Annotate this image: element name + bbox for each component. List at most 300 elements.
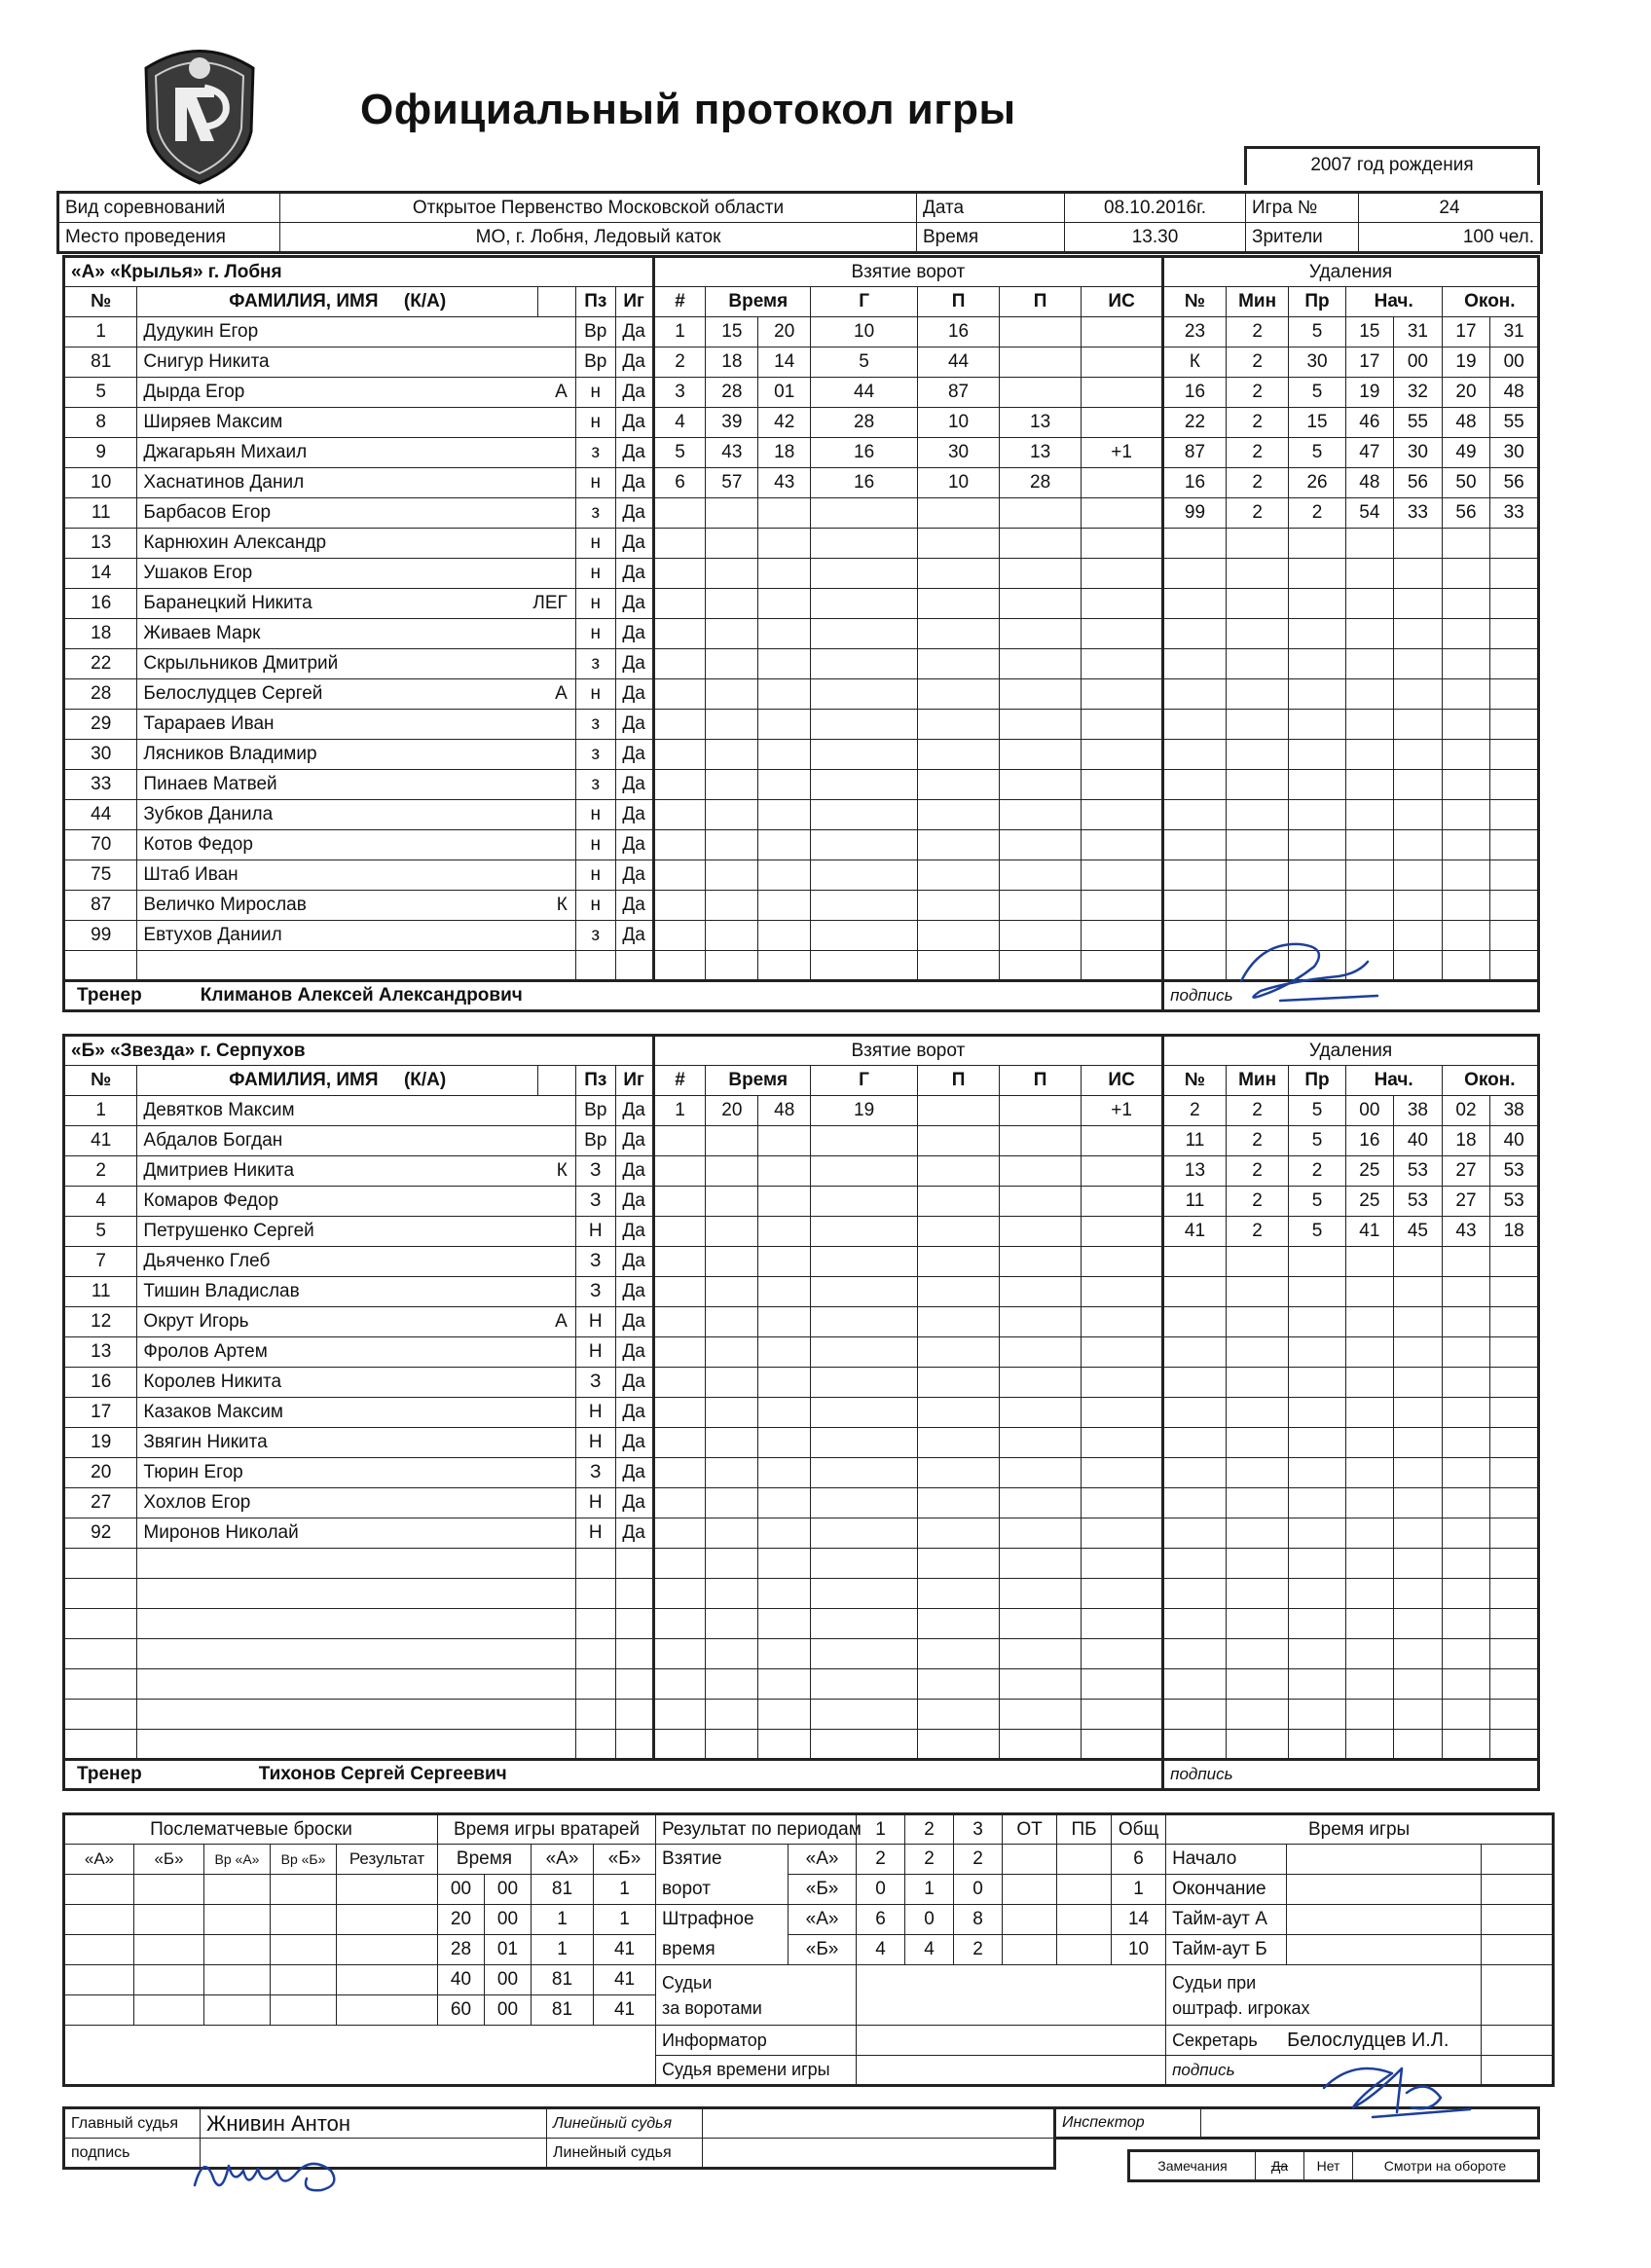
pen-empty: [1394, 921, 1443, 951]
goal-empty: [758, 1368, 811, 1398]
pen-empty: [1394, 770, 1443, 800]
player-name-cell: [137, 1187, 575, 1217]
goal-min: 18: [706, 348, 758, 378]
player-num: 11: [64, 1277, 137, 1307]
goal-empty: [758, 830, 811, 860]
player-pos: з: [575, 710, 615, 740]
player-played: [615, 1609, 653, 1639]
goal-empty: [706, 891, 758, 921]
player-name-cell: [137, 619, 575, 649]
player-name: Дырда Егор: [143, 382, 245, 402]
goal-min: 57: [706, 468, 758, 498]
pen-empty: [1289, 619, 1345, 649]
goal-empty: [1000, 1368, 1082, 1398]
goal-judges-value: [857, 1965, 1166, 2026]
pen-empty: [1490, 891, 1539, 921]
time-label: Время: [917, 223, 1065, 253]
period-goals-b: 0: [857, 1875, 905, 1905]
col-blank: [538, 287, 576, 317]
goal-empty: [653, 710, 706, 740]
player-name-cell: [137, 408, 575, 438]
goal-empty: [1082, 1609, 1163, 1639]
goal-empty: [811, 770, 918, 800]
pen-empty: [1394, 1579, 1443, 1609]
goal-empty: [758, 1669, 811, 1700]
goal-num: 2: [653, 348, 706, 378]
goal-num: 1: [653, 317, 706, 348]
pen-min: 2: [1226, 378, 1289, 408]
gk-min: 20: [438, 1905, 485, 1935]
spectators-value: 100 чел.: [1359, 223, 1542, 253]
pen-empty: [1490, 830, 1539, 860]
goal-assist-2: 28: [1000, 468, 1082, 498]
col-name-label: ФАМИЛИЯ, ИМЯ: [229, 291, 379, 311]
pen-reason: 5: [1289, 317, 1345, 348]
player-pos: н: [575, 800, 615, 830]
player-num: 8: [64, 408, 137, 438]
goal-empty: [1000, 800, 1082, 830]
pen-empty: [1345, 1579, 1394, 1609]
player-pos: З: [575, 1368, 615, 1398]
player-pos: [575, 1700, 615, 1730]
pen-empty: [1226, 1458, 1289, 1488]
pen-empty: [1163, 830, 1227, 860]
pen-empty: [1490, 1488, 1539, 1518]
gametime-value: [1287, 1845, 1482, 1875]
player-played: Да: [615, 589, 653, 619]
pen-num: 41: [1163, 1217, 1227, 1247]
player-num: [64, 951, 137, 981]
player-name: Зубков Данила: [143, 804, 274, 824]
col-pen-start: Нач.: [1345, 1066, 1442, 1096]
shootout-cell: [204, 1875, 271, 1905]
shootout-cell: [337, 1875, 438, 1905]
player-name-cell: [137, 468, 575, 498]
player-num: 87: [64, 891, 137, 921]
player-name-cell: [137, 1549, 575, 1579]
goal-empty: [1000, 619, 1082, 649]
goal-empty: [706, 1579, 758, 1609]
gametime-label: Окончание: [1166, 1875, 1287, 1905]
pen-empty: [1394, 1488, 1443, 1518]
goal-empty: [811, 1730, 918, 1760]
pen-empty: [1163, 1307, 1227, 1337]
player-played: Да: [615, 378, 653, 408]
pen-empty: [1226, 1428, 1289, 1458]
pen-empty: [1394, 1398, 1443, 1428]
shootout-cell: [337, 1965, 438, 1995]
goal-empty: [758, 559, 811, 589]
player-played: Да: [615, 800, 653, 830]
pen-empty: [1345, 1609, 1394, 1639]
pen-empty: [1289, 1307, 1345, 1337]
pen-num: 11: [1163, 1126, 1227, 1156]
pen-end-min: 27: [1442, 1156, 1490, 1187]
pen-empty: [1490, 1428, 1539, 1458]
pen-num: 23: [1163, 317, 1227, 348]
pen-empty: [1442, 921, 1490, 951]
pen-empty: [1163, 1579, 1227, 1609]
goal-empty: [1000, 1126, 1082, 1156]
goal-judges-cell: [656, 1965, 857, 2026]
goal-empty: [1082, 619, 1163, 649]
player-name-cell: [137, 1700, 575, 1730]
goal-empty: [653, 1730, 706, 1760]
pen-empty: [1163, 1398, 1227, 1428]
pen-empty: [1289, 1700, 1345, 1730]
goal-sec: 20: [758, 317, 811, 348]
player-pos: Вр: [575, 1126, 615, 1156]
goal-empty: [1082, 1639, 1163, 1669]
team-a-coach-cell: [64, 981, 1163, 1011]
goal-empty: [1082, 1579, 1163, 1609]
pen-empty: [1289, 830, 1345, 860]
pen-empty: [1442, 649, 1490, 679]
pen-empty: [1442, 1700, 1490, 1730]
goal-empty: [811, 1428, 918, 1458]
pen-empty: [1163, 710, 1227, 740]
penalty-judges-label-1: Судьи при: [1172, 1972, 1257, 1993]
goal-empty: [811, 1700, 918, 1730]
pen-empty: [1490, 649, 1539, 679]
pen-empty: [1345, 1398, 1394, 1428]
goal-empty: [1000, 710, 1082, 740]
goal-empty: [758, 1639, 811, 1669]
date-value: 08.10.2016г.: [1065, 193, 1246, 223]
player-played: Да: [615, 1187, 653, 1217]
goal-empty: [1082, 860, 1163, 891]
table-row: [64, 800, 1539, 830]
goal-empty: [1082, 1126, 1163, 1156]
table-row: [64, 770, 1539, 800]
player-pos: З: [575, 1277, 615, 1307]
goal-empty: [758, 1187, 811, 1217]
secretary-name: Белослудцев И.Л.: [1287, 2029, 1449, 2051]
goal-scorer: 16: [811, 438, 918, 468]
goal-empty: [1082, 1217, 1163, 1247]
pen-empty: [1394, 1458, 1443, 1488]
goal-empty: [653, 1217, 706, 1247]
period-goals-b: 0: [954, 1875, 1003, 1905]
player-played: Да: [615, 830, 653, 860]
goal-assist-2: [1000, 348, 1082, 378]
player-name-cell: [137, 1488, 575, 1518]
goal-empty: [1082, 1247, 1163, 1277]
pen-empty: [1289, 1458, 1345, 1488]
goal-empty: [758, 1549, 811, 1579]
pen-empty: [1226, 1669, 1289, 1700]
player-played: Да: [615, 679, 653, 710]
pen-empty: [1226, 1398, 1289, 1428]
player-name-cell: [137, 830, 575, 860]
col-pen-reason: Пр: [1289, 1066, 1345, 1096]
player-num: [64, 1609, 137, 1639]
player-num: 41: [64, 1126, 137, 1156]
pen-empty: [1163, 1337, 1227, 1368]
goal-is: [1082, 468, 1163, 498]
player-played: Да: [615, 770, 653, 800]
goal-empty: [1000, 1549, 1082, 1579]
goal-empty: [1082, 891, 1163, 921]
pen-empty: [1345, 1247, 1394, 1277]
coach-signature-label: подпись: [1163, 981, 1539, 1011]
goal-min: 20: [706, 1096, 758, 1126]
player-name-cell: [137, 529, 575, 559]
col-assist-1: П: [918, 1066, 1000, 1096]
goal-empty: [1082, 529, 1163, 559]
pen-empty: [1442, 559, 1490, 589]
table-row: [64, 830, 1539, 860]
pen-reason: 15: [1289, 408, 1345, 438]
shootout-cell: [271, 1995, 337, 2026]
pen-empty: [1345, 710, 1394, 740]
pen-reason: 5: [1289, 1187, 1345, 1217]
goal-empty: [918, 860, 1000, 891]
pen-empty: [1289, 1277, 1345, 1307]
player-name: Барбасов Егор: [143, 502, 272, 523]
player-name-cell: [137, 378, 575, 408]
goal-empty: [1000, 1428, 1082, 1458]
pen-start-min: 19: [1345, 378, 1394, 408]
chief-signature-icon: [185, 2141, 360, 2200]
period-col-header: ПБ: [1057, 1814, 1112, 1845]
pen-empty: [1289, 800, 1345, 830]
pen-empty: [1490, 1307, 1539, 1337]
player-played: [615, 951, 653, 981]
col-pen-end: Окон.: [1442, 287, 1538, 317]
gk-a: 81: [532, 1995, 594, 2026]
time-value: 13.30: [1065, 223, 1246, 253]
pen-empty: [1394, 1639, 1443, 1669]
pen-empty: [1442, 1639, 1490, 1669]
goal-empty: [1000, 1307, 1082, 1337]
pen-num: 87: [1163, 438, 1227, 468]
goal-empty: [653, 559, 706, 589]
goal-sec: 48: [758, 1096, 811, 1126]
player-played: Да: [615, 649, 653, 679]
goal-empty: [918, 830, 1000, 860]
table-row: [64, 679, 1539, 710]
player-name: Королев Никита: [143, 1372, 282, 1392]
goal-empty: [706, 1368, 758, 1398]
player-pos: Н: [575, 1217, 615, 1247]
pen-empty: [1442, 1549, 1490, 1579]
col-blank: [538, 1066, 576, 1096]
player-played: Да: [615, 438, 653, 468]
pen-empty: [1345, 619, 1394, 649]
pen-empty: [1394, 1549, 1443, 1579]
pen-empty: [1163, 529, 1227, 559]
player-played: Да: [615, 1217, 653, 1247]
pen-empty: [1490, 1247, 1539, 1277]
pen-empty: [1490, 559, 1539, 589]
pen-empty: [1490, 1609, 1539, 1639]
pen-start-min: 15: [1345, 317, 1394, 348]
player-num: 75: [64, 860, 137, 891]
goal-empty: [1082, 1730, 1163, 1760]
player-played: Да: [615, 468, 653, 498]
player-name: Белослудцев Сергей: [143, 683, 323, 704]
goal-empty: [653, 1156, 706, 1187]
col-pos: Пз: [575, 1066, 615, 1096]
goals-label-1: Взятие: [656, 1845, 789, 1875]
player-name: Евтухов Даниил: [143, 925, 282, 945]
pen-empty: [1289, 589, 1345, 619]
goal-empty: [653, 891, 706, 921]
player-pos: Вр: [575, 317, 615, 348]
shootout-cell: [64, 1905, 134, 1935]
goal-empty: [918, 1458, 1000, 1488]
pen-empty: [1394, 1669, 1443, 1700]
player-name: Комаров Федор: [143, 1190, 279, 1211]
pen-empty: [1289, 679, 1345, 710]
col-goal-scorer: Г: [811, 287, 918, 317]
pen-reason: 5: [1289, 1217, 1345, 1247]
goal-sec: 14: [758, 348, 811, 378]
goal-empty: [918, 589, 1000, 619]
goal-empty: [918, 1579, 1000, 1609]
goal-empty: [706, 1247, 758, 1277]
pen-empty: [1163, 921, 1227, 951]
goal-empty: [1000, 1639, 1082, 1669]
goal-empty: [706, 1277, 758, 1307]
player-pos: з: [575, 740, 615, 770]
table-row: [64, 1156, 1539, 1187]
col-pen-min: Мин: [1226, 287, 1289, 317]
goal-empty: [918, 1368, 1000, 1398]
pen-empty: [1289, 649, 1345, 679]
pen-end-min: 19: [1442, 348, 1490, 378]
goal-empty: [706, 830, 758, 860]
gametime-value: [1287, 1935, 1482, 1965]
player-ka: ЛЕГ: [532, 593, 568, 613]
goal-empty: [758, 1247, 811, 1277]
pen-empty: [1289, 1488, 1345, 1518]
pen-end-sec: 48: [1490, 378, 1539, 408]
player-name: Ушаков Егор: [143, 563, 253, 583]
gk-sec: 01: [485, 1935, 532, 1965]
pen-end-min: 20: [1442, 378, 1490, 408]
goal-empty: [706, 1488, 758, 1518]
pen-empty: [1345, 1458, 1394, 1488]
col-pos: Пз: [575, 287, 615, 317]
pen-empty: [1394, 1277, 1443, 1307]
table-row: [64, 529, 1539, 559]
team-b-table: [62, 1034, 1540, 1791]
period-pim-a: 0: [905, 1905, 954, 1935]
linesman-1-value: [703, 2108, 1055, 2139]
goal-empty: [918, 1488, 1000, 1518]
gametime-value: [1482, 1845, 1554, 1875]
player-pos: З: [575, 1187, 615, 1217]
player-played: Да: [615, 1458, 653, 1488]
pen-empty: [1289, 1609, 1345, 1639]
player-name-cell: [137, 921, 575, 951]
player-played: Да: [615, 1307, 653, 1337]
period-pim-a: 8: [954, 1905, 1003, 1935]
player-num: 14: [64, 559, 137, 589]
player-name-cell: [137, 1096, 575, 1126]
pen-empty: [1394, 1428, 1443, 1458]
goal-empty: [758, 1579, 811, 1609]
pen-empty: [1163, 679, 1227, 710]
goal-empty: [811, 1126, 918, 1156]
pen-empty: [1490, 1549, 1539, 1579]
player-name: Казаков Максим: [143, 1402, 283, 1422]
bottom-left-empty: [64, 2026, 656, 2086]
goal-num: 5: [653, 438, 706, 468]
pen-empty: [1394, 740, 1443, 770]
goal-empty: [918, 891, 1000, 921]
team-b-short: «Б»: [789, 1875, 857, 1905]
pen-empty: [1442, 951, 1490, 981]
shootout-cell: [204, 1995, 271, 2026]
pen-empty: [1490, 740, 1539, 770]
shootout-cell: [271, 1935, 337, 1965]
secretary-signature-value: [1482, 2056, 1554, 2086]
player-pos: з: [575, 921, 615, 951]
shootout-cell: [204, 1905, 271, 1935]
pen-start-sec: 55: [1394, 408, 1443, 438]
goal-empty: [1000, 1609, 1082, 1639]
goal-empty: [918, 649, 1000, 679]
player-num: 16: [64, 1368, 137, 1398]
player-name: Величко Мирослав: [143, 895, 307, 915]
pen-num: 2: [1163, 1096, 1227, 1126]
pen-reason: 5: [1289, 1096, 1345, 1126]
goal-empty: [811, 830, 918, 860]
pen-empty: [1226, 1277, 1289, 1307]
goal-empty: [811, 1669, 918, 1700]
team-b-penalties-title: Удаления: [1163, 1036, 1539, 1066]
pen-end-min: 48: [1442, 408, 1490, 438]
goal-empty: [811, 1337, 918, 1368]
table-row: [64, 1579, 1539, 1609]
goal-empty: [706, 1337, 758, 1368]
pen-empty: [1490, 1669, 1539, 1700]
goal-num: 3: [653, 378, 706, 408]
gk-b: 41: [594, 1935, 656, 1965]
pen-empty: [1490, 710, 1539, 740]
goal-empty: [653, 529, 706, 559]
goal-empty: [758, 1730, 811, 1760]
col-assist-2: П: [1000, 287, 1082, 317]
player-num: 9: [64, 438, 137, 468]
goal-empty: [811, 1458, 918, 1488]
goal-empty: [706, 1549, 758, 1579]
goal-empty: [811, 951, 918, 981]
player-ka: К: [556, 895, 568, 915]
player-num: [64, 1639, 137, 1669]
pen-empty: [1226, 800, 1289, 830]
pen-empty: [1345, 1549, 1394, 1579]
pen-empty: [1289, 1337, 1345, 1368]
goal-empty: [653, 1428, 706, 1458]
goal-empty: [1082, 679, 1163, 710]
player-name: Окрут Игорь: [143, 1311, 249, 1332]
goal-empty: [918, 1126, 1000, 1156]
pen-start-min: 47: [1345, 438, 1394, 468]
pen-empty: [1163, 1730, 1227, 1760]
gk-a: 1: [532, 1935, 594, 1965]
player-num: 1: [64, 317, 137, 348]
period-pim-b: [1057, 1935, 1112, 1965]
table-row: [64, 438, 1539, 468]
goal-empty: [758, 1518, 811, 1549]
spectators-label: Зрители: [1246, 223, 1359, 253]
player-played: Да: [615, 498, 653, 529]
table-row: [64, 1126, 1539, 1156]
